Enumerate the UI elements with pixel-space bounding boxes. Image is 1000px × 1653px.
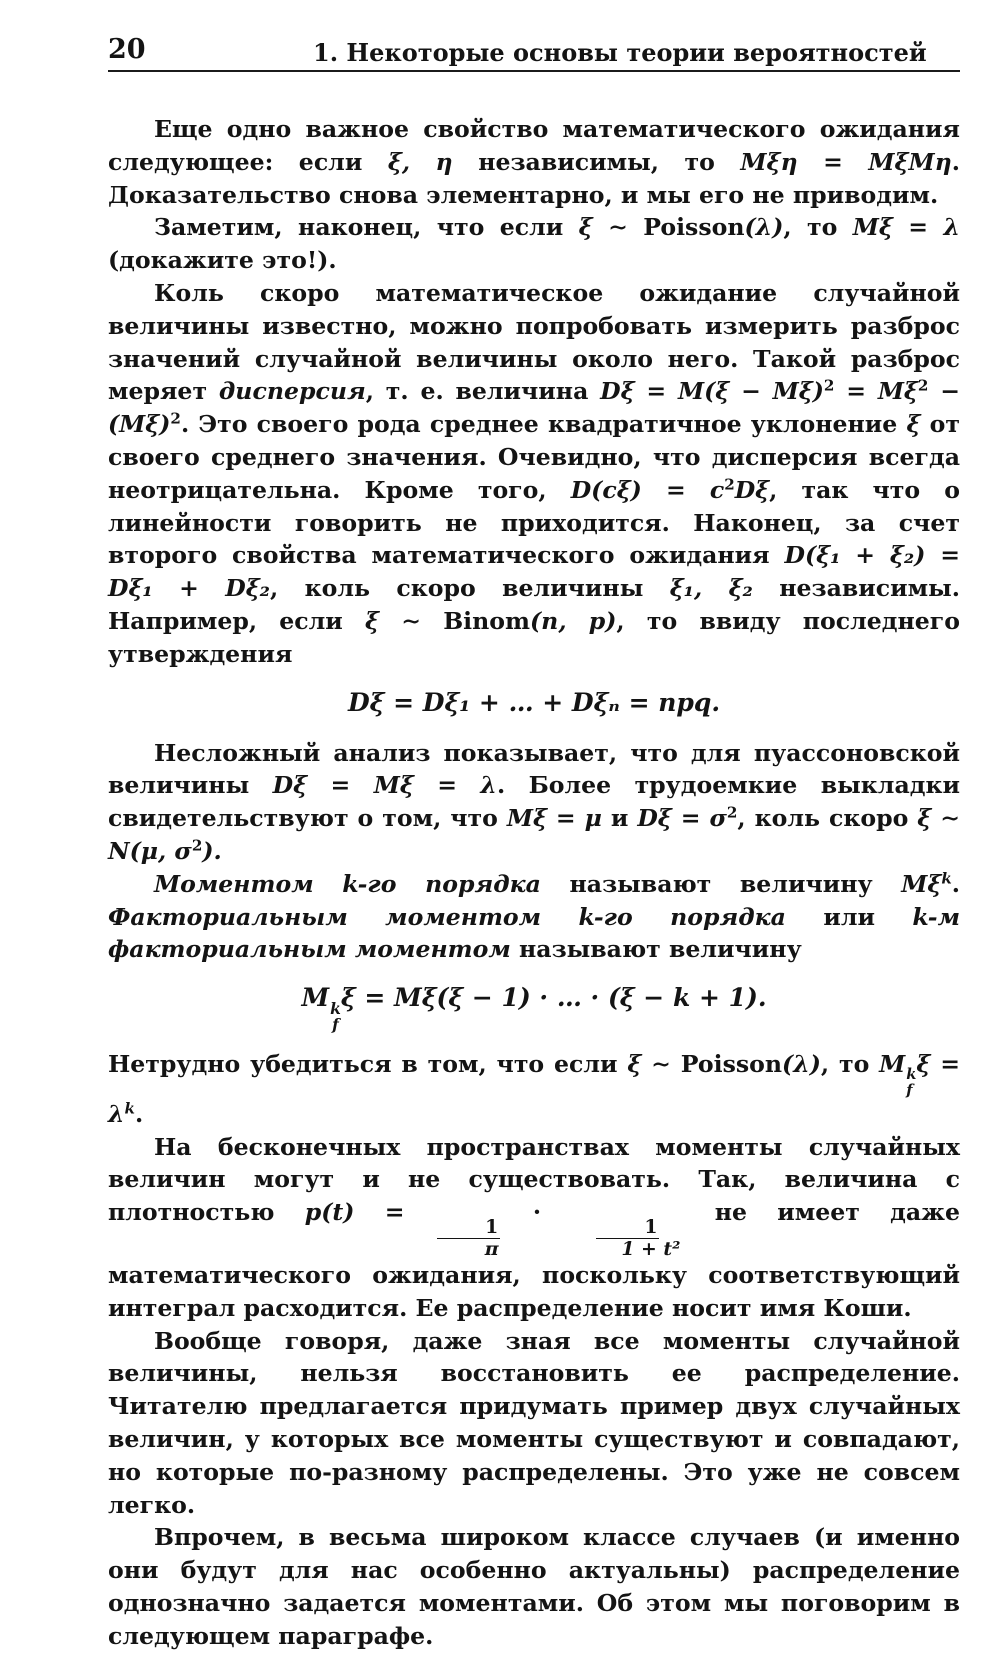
body-text — [108, 113, 960, 1653]
display-formula-binomial-variance: Dξ = Dξ₁ + … + Dξₙ = npq. — [347, 687, 721, 717]
paragraph-cauchy: На бесконечных пространствах моменты случайных величин могут и не существовать. Так, величина с плотностью p(t) = $\frac{1}{\pi}$ · $\frac{1}{\text{1 + t²}}$ не имеет даже математического ожидания, поскольку соответствующий интеграл расходится. Ее распределение носит имя Коши. — [108, 1132, 960, 1322]
formula-variance-sum: D(ξ₁ + ξ₂) = Dξ₁ + Dξ₂ — [108, 541, 960, 603]
paragraph-moments-definition: Моментом k-го порядка называют величину $M\xi^k$. Факториальным моментом k-го порядка или k-м факториальным моментом называют величину — [108, 869, 961, 964]
formula-poisson-mean: Mξ = λ — [852, 213, 961, 242]
paragraph-poisson-factorial-moment: Нетрудно убедиться в том, что если ξ ∼ Poisson(λ), то M k f $\xi = \lambda^k$. — [108, 1049, 960, 1128]
term-factorial-moment: Факториальным моментом k-го порядка — [108, 902, 786, 931]
running-title: 1. Некоторые основы теории вероятностей — [313, 38, 927, 67]
formula-expectation-product: Mξη = MξMη — [740, 147, 952, 176]
page-number: 20 — [108, 34, 146, 65]
term-variance: дисперсия — [218, 377, 366, 406]
term-moment: Моментом k-го порядка — [154, 869, 541, 898]
formula-variance-definition: $D\xi = M(\xi - M\xi)^2 = M\xi^2 - (M\xi)^2$ — [108, 377, 961, 439]
paragraph-independence: Еще одно важное свойство математического ожидания следующее: если ξ, η независимы, то Mξη = MξMη. Доказательство снова элементарно, и мы его не приводим. — [108, 115, 960, 209]
formula-variance-scaling: $D(c\xi) = c^2D\xi$ — [570, 475, 770, 504]
page-header — [108, 30, 960, 72]
paragraph-poisson-normal-variance: Несложный анализ показывает, что для пуассоновской величины Dξ = Mξ = λ. Более трудоемкие выкладки свидетельствуют о том, что Mξ = μ и $D\xi = \sigma^2$, коль скоро ξ ∼ N(μ, $\sigma^2$). — [108, 738, 961, 865]
display-formula-factorial-moment: M k f ξ = Mξ(ξ − 1) · … · (ξ − k + 1). — [301, 983, 767, 1035]
paragraph-variance: Коль скоро математическое ожидание случайной величины известно, можно попробовать измерить разброс значений случайной величины около него. Такой разброс меряет дисперсия, т. е. величина $D\xi = M(\xi - M\xi)^2 = M\xi^2 - (M\xi)^2$. Это своего рода среднее квадратичное уклонение ξ от своего среднего значения. Очевидно, что дисперсия всегда неотрицательна. Кроме того, $D(c\xi) = c^2D\xi$, так что о линейности говорить не приходится. Наконец, за счет второго свойства математического ожидания D(ξ₁ + ξ₂) = Dξ₁ + Dξ₂, коль скоро величины ξ₁, ξ₂ независимы. Например, если ξ ∼ Binom(n, p), то ввиду последнего утверждения — [108, 278, 961, 668]
paragraph-poisson-mean: Заметим, наконец, что если ξ ∼ Poisson(λ), то Mξ = λ (докажите это!). — [108, 213, 961, 275]
paragraph-moment-uniqueness: Впрочем, в весьма широком классе случаев (и именно они будут для нас особенно актуальны) распределение однозначно задается моментами. Об этом мы поговорим в следующем параграфе. — [108, 1523, 960, 1650]
formula-cauchy-density: p(t) = $\frac{1}{\pi}$ · $\frac{1}{\text{1 + t²}}$ — [304, 1198, 681, 1261]
paragraph-moment-problem: Вообще говоря, даже зная все моменты случайной величины, нельзя восстановить ее распределение. Читателю предлагается придумать пример двух случайных величин, у которых все моменты существуют и совпадают, но которые по-разному распределены. Это уже не совсем легко. — [108, 1326, 960, 1519]
